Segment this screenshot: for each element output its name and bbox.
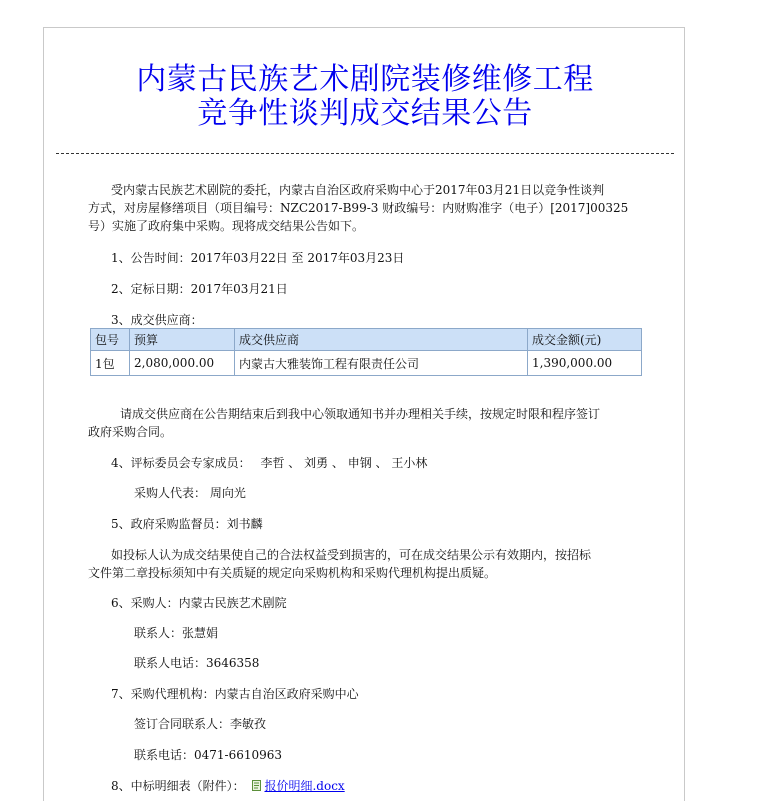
attachment-line [111, 777, 345, 795]
header-package: 包号 [91, 329, 130, 351]
cell-amount: 1,390,000.00 [528, 351, 642, 376]
cell-budget: 2,080,000.00 [130, 351, 235, 376]
notice-line-2: 政府采购合同。 [88, 425, 173, 439]
document-icon [252, 780, 262, 791]
buyer-representative: 采购人代表： 周向光 [134, 486, 246, 500]
experts-line [111, 454, 427, 472]
page-title [44, 63, 686, 131]
result-table [90, 328, 642, 376]
attachment-label: 8、中标明细表（附件）： [111, 779, 245, 793]
agency-name: 7、采购代理机构：内蒙古自治区政府采购中心 [111, 687, 359, 701]
supervisor: 5、政府采购监督员：刘书麟 [111, 517, 263, 531]
attachment-file-name[interactable]: 报价明细.docx [264, 779, 345, 793]
objection-line-2: 文件第二章投标须知中有关质疑的规定向采购机构和采购代理机构提出质疑。 [88, 566, 497, 580]
header-supplier: 成交供应商 [235, 329, 528, 351]
notice-line-1: 请成交供应商在公告期结束后到我中心领取通知书并办理相关手续，按规定时限和程序签订 [120, 407, 601, 421]
purchaser-contact: 联系人：张慧娟 [134, 626, 219, 640]
header-amount: 成交金额(元) [528, 329, 642, 351]
attachment-link[interactable] [252, 779, 344, 793]
experts-names: 李哲 、 刘勇 、 申钢 、 王小林 [260, 456, 428, 470]
agency-contract-contact: 签订合同联系人：李敏孜 [134, 717, 267, 731]
cell-package: 1包 [91, 351, 130, 376]
intro-line-1: 受内蒙古民族艺术剧院的委托，内蒙古自治区政府采购中心于2017年03月21日以竞争性谈判 [111, 183, 605, 197]
title-divider [56, 153, 674, 154]
table-header-row [91, 329, 642, 351]
award-date: 2、定标日期：2017年03月21日 [111, 282, 288, 296]
title-line-1: 内蒙古民族艺术剧院装修维修工程 [136, 62, 594, 97]
announce-time: 1、公告时间：2017年03月22日 至 2017年03月23日 [111, 251, 405, 265]
table-row [91, 351, 642, 376]
experts-label: 4、评标委员会专家成员： [111, 456, 251, 470]
objection-line-1: 如投标人认为成交结果使自己的合法权益受到损害的，可在成交结果公示有效期内，按招标 [111, 548, 592, 562]
supplier-heading: 3、成交供应商： [111, 313, 203, 327]
purchaser-name: 6、采购人：内蒙古民族艺术剧院 [111, 596, 287, 610]
document-page [43, 27, 685, 801]
intro-line-3: 号）实施了政府集中采购。现将成交结果公告如下。 [88, 219, 365, 233]
purchaser-phone: 联系人电话：3646358 [134, 656, 260, 670]
title-line-2: 竞争性谈判成交结果公告 [197, 96, 533, 131]
cell-supplier: 内蒙古大雅装饰工程有限责任公司 [235, 351, 528, 376]
agency-phone: 联系电话：0471-6610963 [134, 748, 283, 762]
intro-line-2: 方式，对房屋修缮项目（项目编号：NZC2017-B99-3 财政编号：内财购准字（电子）[2017]00325 [88, 201, 629, 215]
header-budget: 预算 [130, 329, 235, 351]
